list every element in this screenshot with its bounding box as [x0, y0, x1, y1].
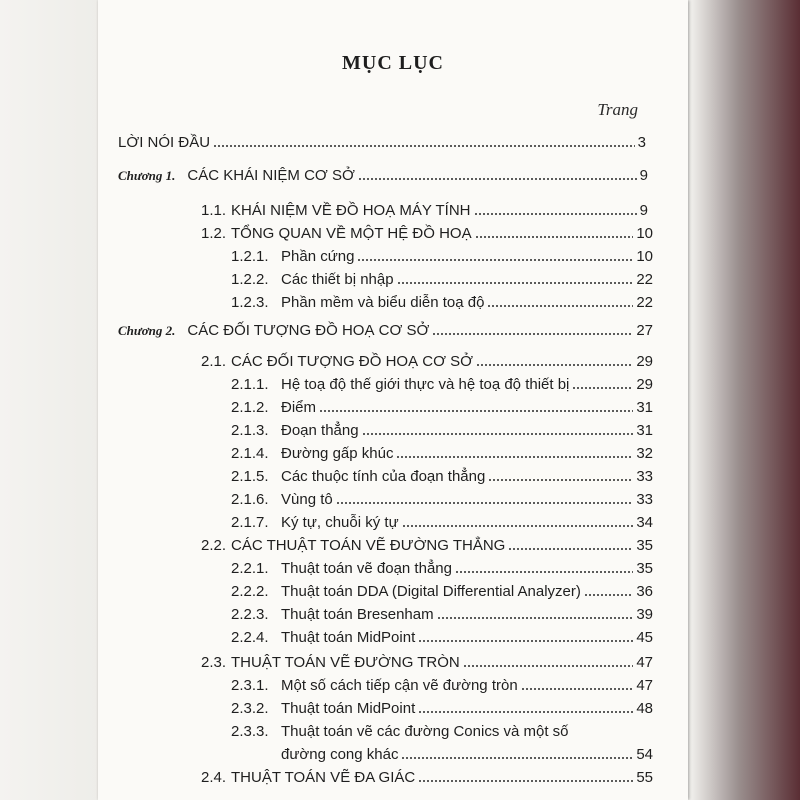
toc-entry-text: Ký tự, chuỗi ký tự	[281, 514, 399, 531]
section-number: 2.4.	[201, 769, 227, 786]
toc-entry-page: 33	[636, 468, 653, 485]
toc-entry-text: THUẬT TOÁN VẼ ĐA GIÁC	[231, 769, 416, 786]
chapter-number: Chương 1.	[118, 168, 176, 183]
section-number: 2.1.1.	[231, 376, 269, 393]
toc-entry-page: 45	[636, 629, 653, 646]
toc-entry-subsection[interactable]	[231, 510, 653, 532]
section-number: 2.3.2.	[231, 700, 269, 717]
chapter-number: Chương 2.	[118, 323, 176, 338]
toc-entry-page: 3	[637, 134, 646, 151]
toc-entry-subsection[interactable]	[231, 625, 653, 647]
toc-entry-page: 35	[636, 560, 653, 577]
dot-leader	[508, 547, 633, 551]
section-number: 2.2.2.	[231, 583, 269, 600]
section-number: 2.2.1.	[231, 560, 269, 577]
section-number: 2.1.3.	[231, 422, 269, 439]
toc-entry-page: 32	[636, 445, 653, 462]
dot-leader	[455, 570, 633, 574]
toc-entry-subsection[interactable]	[231, 418, 653, 440]
dot-leader	[418, 779, 633, 783]
toc-entry-subsection[interactable]	[231, 602, 653, 624]
toc-entry-page: 22	[636, 294, 653, 311]
section-number: 1.2.1.	[231, 248, 269, 265]
toc-entry-page: 9	[639, 202, 648, 219]
dot-leader	[402, 524, 634, 528]
dot-leader	[396, 455, 633, 459]
toc-entry-text: Thuật toán MidPoint	[281, 700, 416, 717]
toc-entry-page: 48	[636, 700, 653, 717]
dot-leader	[362, 432, 634, 436]
dot-leader	[476, 363, 633, 367]
toc-entry-text: CÁC KHÁI NIỆM CƠ SỞ	[187, 167, 355, 184]
section-number: 2.2.	[201, 537, 227, 554]
section-number: 1.1.	[201, 202, 227, 219]
toc-entry-subsection[interactable]	[231, 556, 653, 578]
toc-entry-text: Thuật toán Bresenham	[281, 606, 434, 623]
toc-entry-page: 47	[636, 677, 653, 694]
dot-leader	[432, 332, 633, 336]
page-column-label: Trang	[597, 100, 638, 119]
toc-entry-subsection[interactable]	[231, 673, 653, 695]
toc-entry-text: Thuật toán MidPoint	[281, 629, 416, 646]
toc-entry-text: LỜI NÓI ĐẦU	[118, 134, 211, 151]
toc-entry-text: THUẬT TOÁN VẼ ĐƯỜNG TRÒN	[231, 654, 460, 671]
toc-entry-page: 10	[636, 248, 653, 265]
toc-entry-text: CÁC ĐỐI TƯỢNG ĐỒ HOẠ CƠ SỞ	[187, 322, 430, 339]
toc-entry-page: 47	[636, 654, 653, 671]
dot-leader	[487, 304, 633, 308]
toc-entry-page: 55	[636, 769, 653, 786]
toc-entry-text: TỔNG QUAN VỀ MỘT HỆ ĐỒ HOẠ	[231, 225, 472, 242]
toc-entry-subsection-continued[interactable]	[231, 742, 653, 764]
section-number: 2.1.5.	[231, 468, 269, 485]
table-of-contents	[98, 0, 688, 800]
section-number: 2.1.6.	[231, 491, 269, 508]
toc-entry-preface[interactable]	[118, 130, 646, 152]
dot-leader	[213, 144, 635, 148]
background-right-binding	[688, 0, 800, 800]
section-number: 2.2.3.	[231, 606, 269, 623]
toc-entry-subsection[interactable]	[231, 290, 653, 312]
dot-leader	[418, 710, 633, 714]
toc-entry-text: CÁC ĐỐI TƯỢNG ĐỒ HOẠ CƠ SỞ	[231, 353, 473, 370]
toc-entry-page: 35	[636, 537, 653, 554]
toc-entry-page: 29	[636, 376, 653, 393]
toc-entry-subsection[interactable]	[231, 244, 653, 266]
toc-entry-text: Đường gấp khúc	[281, 445, 394, 462]
toc-entry-text: CÁC THUẬT TOÁN VẼ ĐƯỜNG THẲNG	[231, 537, 506, 554]
toc-entry-chapter-2[interactable]	[118, 318, 653, 340]
section-number: 2.2.4.	[231, 629, 269, 646]
toc-entry-text: Hệ toạ độ thế giới thực và hệ toạ độ thiết bị	[281, 376, 570, 393]
toc-entry-text: Phần mềm và biểu diễn toạ độ	[281, 294, 485, 311]
section-number: 1.2.2.	[231, 271, 269, 288]
toc-entry-page: 22	[636, 271, 653, 288]
toc-entry-page: 54	[636, 746, 653, 763]
toc-entry-subsection[interactable]	[231, 395, 653, 417]
toc-entry-text: Các thuộc tính của đoạn thẳng	[281, 468, 486, 485]
dot-leader	[475, 235, 634, 239]
dot-leader	[474, 212, 637, 216]
toc-entry-section[interactable]	[201, 198, 648, 220]
toc-entry-text: KHÁI NIỆM VỀ ĐỒ HOẠ MÁY TÍNH	[231, 202, 471, 219]
dot-leader	[488, 478, 633, 482]
toc-entry-chapter-1[interactable]	[118, 163, 648, 185]
toc-entry-page: 27	[636, 322, 653, 339]
toc-entry-text: Các thiết bị nhập	[281, 271, 394, 288]
toc-entry-page: 9	[639, 167, 648, 184]
toc-entry-page: 33	[636, 491, 653, 508]
section-number: 2.1.	[201, 353, 227, 370]
toc-entry-subsection[interactable]	[231, 487, 653, 509]
toc-entry-text: Vùng tô	[281, 491, 333, 508]
dot-leader	[397, 281, 634, 285]
toc-entry-page: 29	[636, 353, 653, 370]
section-number: 2.1.4.	[231, 445, 269, 462]
toc-entry-subsection[interactable]	[231, 441, 653, 463]
dot-leader	[572, 386, 633, 390]
dot-leader	[521, 687, 634, 691]
toc-entry-subsection[interactable]	[231, 696, 653, 718]
toc-entry-section[interactable]	[201, 765, 653, 787]
toc-entry-section[interactable]	[201, 533, 653, 555]
section-number: 2.3.1.	[231, 677, 269, 694]
toc-entry-text: đường cong khác	[281, 746, 399, 763]
toc-entry-text: Điểm	[281, 399, 317, 416]
section-number: 2.1.2.	[231, 399, 269, 416]
section-number: 2.3.3.	[231, 723, 269, 740]
dot-leader	[463, 664, 634, 668]
toc-entry-section[interactable]	[201, 650, 653, 672]
toc-entry-page: 39	[636, 606, 653, 623]
toc-entry-page: 10	[636, 225, 653, 242]
book-page	[98, 0, 688, 800]
dot-leader	[358, 177, 637, 181]
dot-leader	[357, 258, 633, 262]
toc-entry-subsection[interactable]	[231, 579, 653, 601]
background-left	[0, 0, 98, 800]
toc-entry-section[interactable]	[201, 221, 653, 243]
toc-entry-text: Một số cách tiếp cận vẽ đường tròn	[281, 677, 518, 694]
toc-entry-section[interactable]	[201, 349, 653, 371]
toc-entry-text: Phần cứng	[281, 248, 355, 265]
toc-entry-page: 31	[636, 399, 653, 416]
toc-entry-text: Đoạn thẳng	[281, 422, 359, 439]
page-title: MỤC LỤC	[342, 52, 444, 74]
section-number: 1.2.	[201, 225, 227, 242]
toc-entry-text: Thuật toán DDA (Digital Differential Analyzer)	[281, 583, 581, 600]
dot-leader	[336, 501, 634, 505]
toc-entry-page: 36	[636, 583, 653, 600]
dot-leader	[319, 409, 633, 413]
section-number: 2.1.7.	[231, 514, 269, 531]
toc-entry-subsection[interactable]	[231, 719, 653, 741]
toc-entry-page: 31	[636, 422, 653, 439]
dot-leader	[437, 616, 634, 620]
section-number: 1.2.3.	[231, 294, 269, 311]
toc-entry-subsection[interactable]	[231, 267, 653, 289]
dot-leader	[401, 756, 633, 760]
toc-entry-text: Thuật toán vẽ các đường Conics và một số	[281, 723, 569, 740]
dot-leader	[584, 593, 633, 597]
toc-entry-subsection[interactable]	[231, 464, 653, 486]
toc-entry-page: 34	[636, 514, 653, 531]
dot-leader	[418, 639, 633, 643]
toc-entry-text: Thuật toán vẽ đoạn thẳng	[281, 560, 452, 577]
toc-entry-subsection[interactable]	[231, 372, 653, 394]
section-number: 2.3.	[201, 654, 227, 671]
